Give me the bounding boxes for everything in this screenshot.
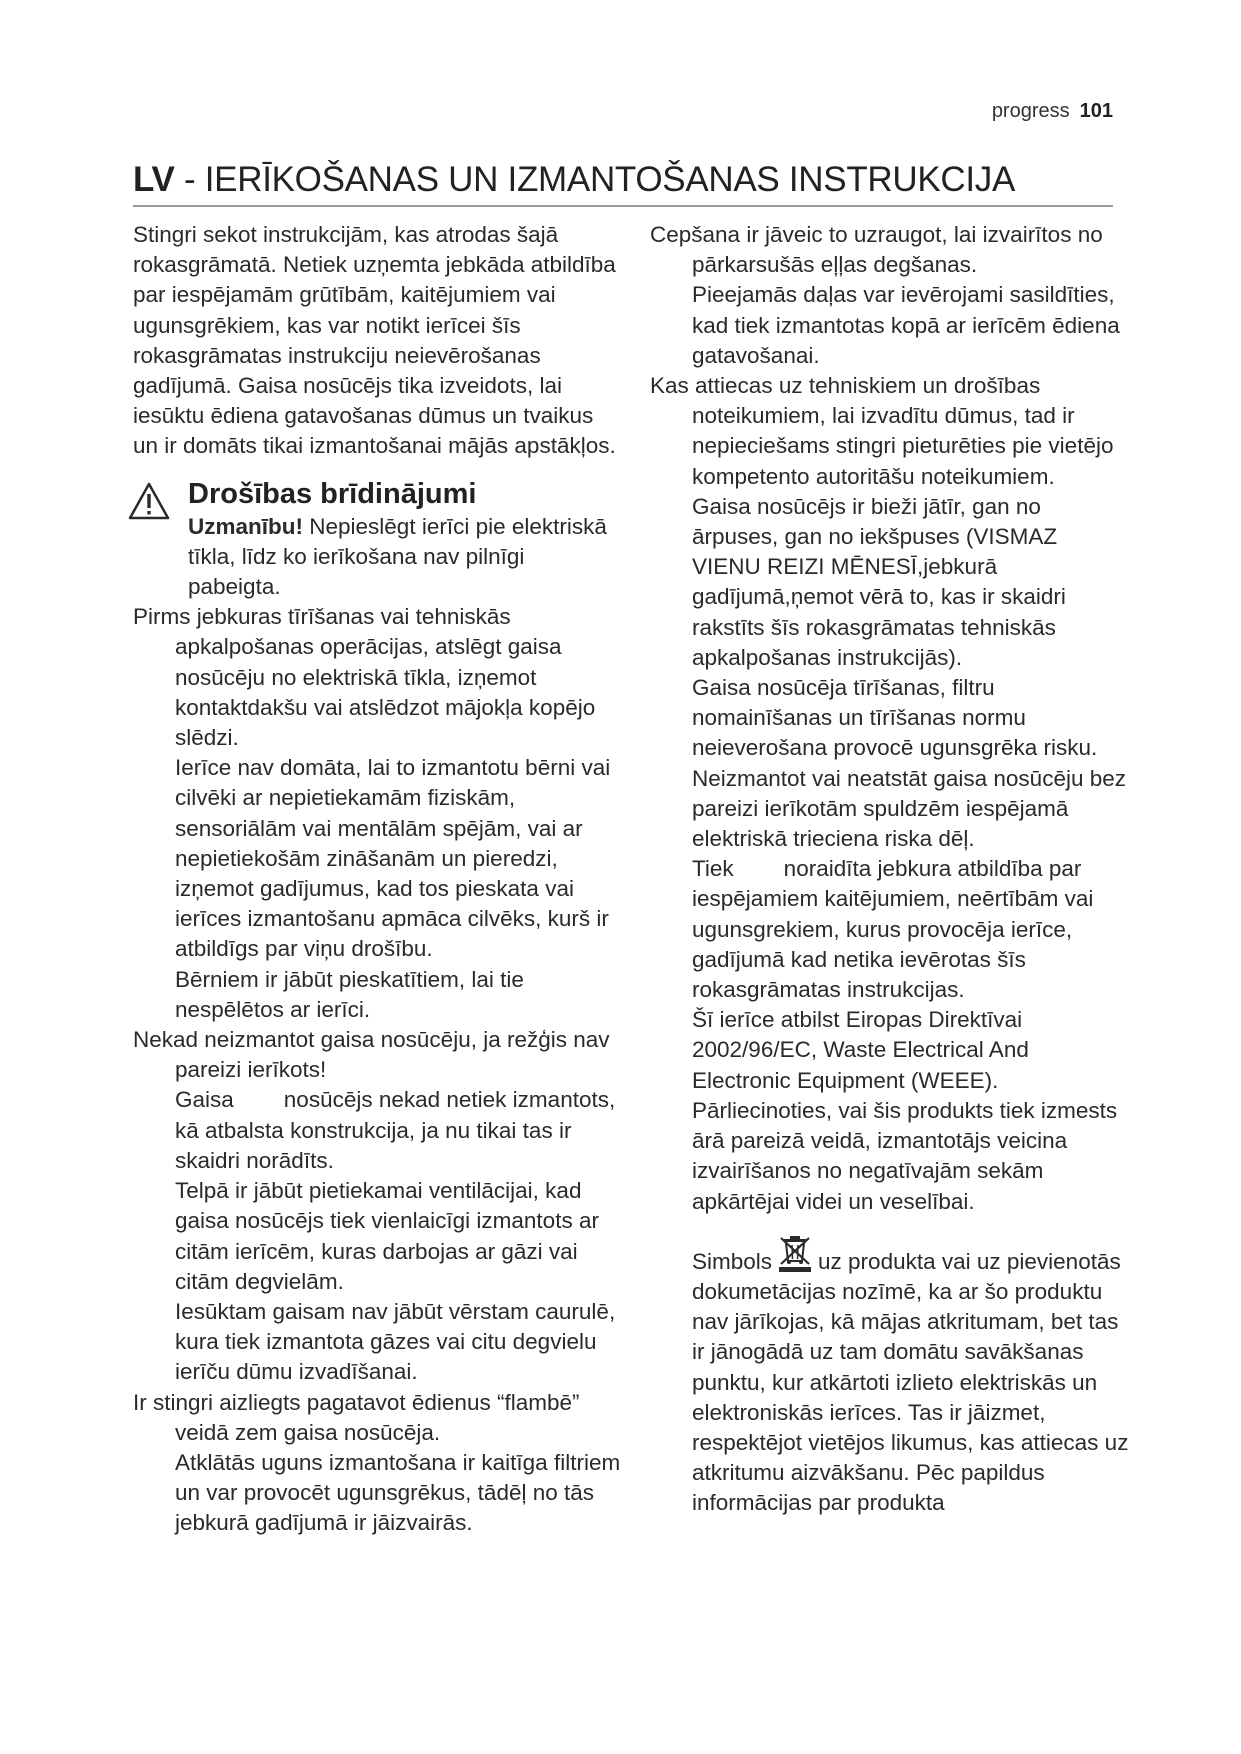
weee-paragraph <box>650 1235 1130 1519</box>
safety-paragraph: Ierīce nav domāta, lai to izmantotu bērni vai cilvēki ar nepietiekamām fiziskām, sensoriālām vai mentālām spējām, vai ar nepietiekošām zināšanām un pieredzi, izņemot gadījumus, kad tos pieskata vai ierīces izmantošanu apmāca cilvēks, kurš ir atbildīgs par viņu drošību. <box>175 755 611 962</box>
right-paragraph: Cepšana ir jāveic to uzraugot, lai izvairītos no pārkarsušās eļļas degšanas. <box>650 222 1103 278</box>
left-column <box>133 220 623 1539</box>
crossed-out-bin-icon <box>778 1235 812 1273</box>
warning-triangle-icon <box>128 482 170 520</box>
safety-section-header <box>133 476 623 603</box>
page-number: 101 <box>1079 100 1113 122</box>
safety-paragraph: Bērniem ir jābūt pieskatītiem, lai tie nespēlētos ar ierīci. <box>175 966 524 1022</box>
language-code: LV <box>133 160 175 199</box>
safety-paragraph: Pirms jebkuras tīrīšanas vai tehniskās apkalpošanas operācijas, atslēgt gaisa nosūcēju no elektriskā tīkla, izņemot kontaktdakšu vai atslēdzot mājokļa kopējo slēdzi. <box>133 604 596 751</box>
attention-paragraph <box>188 512 623 603</box>
safety-paragraph: Telpā ir jābūt pietiekamai ventilācijai, kad gaisa nosūcējs tiek vienlaicīgi izmantots ar citām ierīcēm, kuras darbojas ar gāzi vai citām degvielām. <box>175 1178 599 1294</box>
title-rule <box>133 205 1113 207</box>
safety-paragraph: Atklātās uguns izmantošana ir kaitīga filtriem un var provocēt ugunsgrēkus, tādēļ no tās jebkurā gadījumā ir jāizvairās. <box>175 1449 621 1536</box>
attention-text: Nepieslēgt ierīci pie elektriskā tīkla, līdz ko ierīkošana nav pilnīgi pabeigta. <box>188 513 607 600</box>
safety-paragraph: Ir stingri aizliegts pagatavot ēdienus “flambē” veidā zem gaisa nosūcēja. <box>133 1389 580 1445</box>
attention-label: Uzmanību! <box>188 513 303 539</box>
title-text: IERĪKOŠANAS UN IZMANTOŠANAS INSTRUKCIJA <box>204 160 1016 199</box>
right-paragraph: Pieejamās daļas var ievērojami sasildīties, kad tiek izmantotas kopā ar ierīcēm ēdiena gatavošanai. <box>692 282 1120 368</box>
right-paragraph: Tiek noraidīta jebkura atbildība par iespējamiem kaitējumiem, neērtībām vai ugunsgrekiem, kurus provocēja ierīce, gadījumā kad netika ievērotas šīs rokasgrāmatas instrukcijas. <box>692 856 1100 1003</box>
right-column <box>650 220 1130 1519</box>
safety-paragraph: Nekad neizmantot gaisa nosūcēju, ja režģis nav pareizi ierīkots! <box>133 1027 610 1083</box>
safety-paragraph: Gaisa nosūcējs nekad netiek izmantots, kā atbalsta konstrukcija, ja nu tikai tas ir skaidri norādīts. <box>175 1087 622 1173</box>
symbol-label: Simbols <box>692 1248 773 1274</box>
intro-paragraph: Stingri sekot instrukcijām, kas atrodas šajā rokasgrāmatā. Netiek uzņemta jebkāda atbildība par iespējamām grūtībām, kaitējumiem vai ugunsgrēkiem, kas var notikt ierīcei šīs rokasgrāmatas instrukciju neievērošanas gadījumā. Gaisa nosūcējs tika izveidots, lai iesūktu ēdiena gatavošanas dūmus un tvaikus un ir domāts tikai izmantošanai mājās apstākļos. <box>133 222 616 459</box>
page-title <box>133 160 1113 200</box>
safety-paragraph: Iesūktam gaisam nav jābūt vērstam caurulē, kura tiek izmantota gāzes vai citu degvielu ierīču dūmu izvadīšanai. <box>175 1298 616 1385</box>
title-separator: - <box>174 160 205 199</box>
symbol-description: uz produkta vai uz pievienotās dokumetācijas nozīmē, ka ar šo produktu nav jārīkojas, kā mājas atkritumam, bet tas ir jānogādā uz tam domātu savākšanas punktu, kur atkārtoti izlieto elektriskās un elektroniskās ierīces. Tas ir jāizmet, respektējot vietējos likumus, kas attiecas uz atkritumu aizvākšanu. Pēc papildus informācijas par produkta <box>692 1248 1129 1516</box>
right-paragraph: Kas attiecas uz tehniskiem un drošības noteikumiem, lai izvadītu dūmus, tad ir nepieciešams stingri pieturēties pie vietējo kompetento autoritāšu noteikumiem. <box>650 373 1114 489</box>
page-header <box>992 100 1113 123</box>
right-paragraph: Gaisa nosūcējs ir bieži jātīr, gan no ārpuses, gan no iekšpuses (VISMAZ VIENU REIZI MĒNESĪ,jebkurā gadījumā,ņemot vērā to, kas ir skaidri rakstīts šīs rokasgrāmatas tehniskās apkalpošanas instrukcijās). <box>692 493 1066 670</box>
safety-heading: Drošības brīdinājumi <box>188 477 477 510</box>
right-paragraph: Gaisa nosūcēja tīrīšanas, filtru nomainīšanas un tīrīšanas normu neieverošana provocē ugunsgrēka risku. Neizmantot vai neatstāt gaisa nosūcēju bez pareizi ierīkotām spuldzēm iespējamā elektriskā trieciena riska dēļ. <box>692 675 1127 852</box>
brand-name: progress <box>991 100 1070 122</box>
right-paragraph: Pārliecinoties, vai šis produkts tiek izmests ārā pareizā veidā, izmantotājs veicina izvairīšanos no negatīvajām sekām apkārtējai videi un veselībai. <box>692 1097 1118 1214</box>
right-paragraph: Šī ierīce atbilst Eiropas Direktīvai 2002/96/EC, Waste Electrical And Electronic Equipment (WEEE). <box>692 1007 1029 1093</box>
